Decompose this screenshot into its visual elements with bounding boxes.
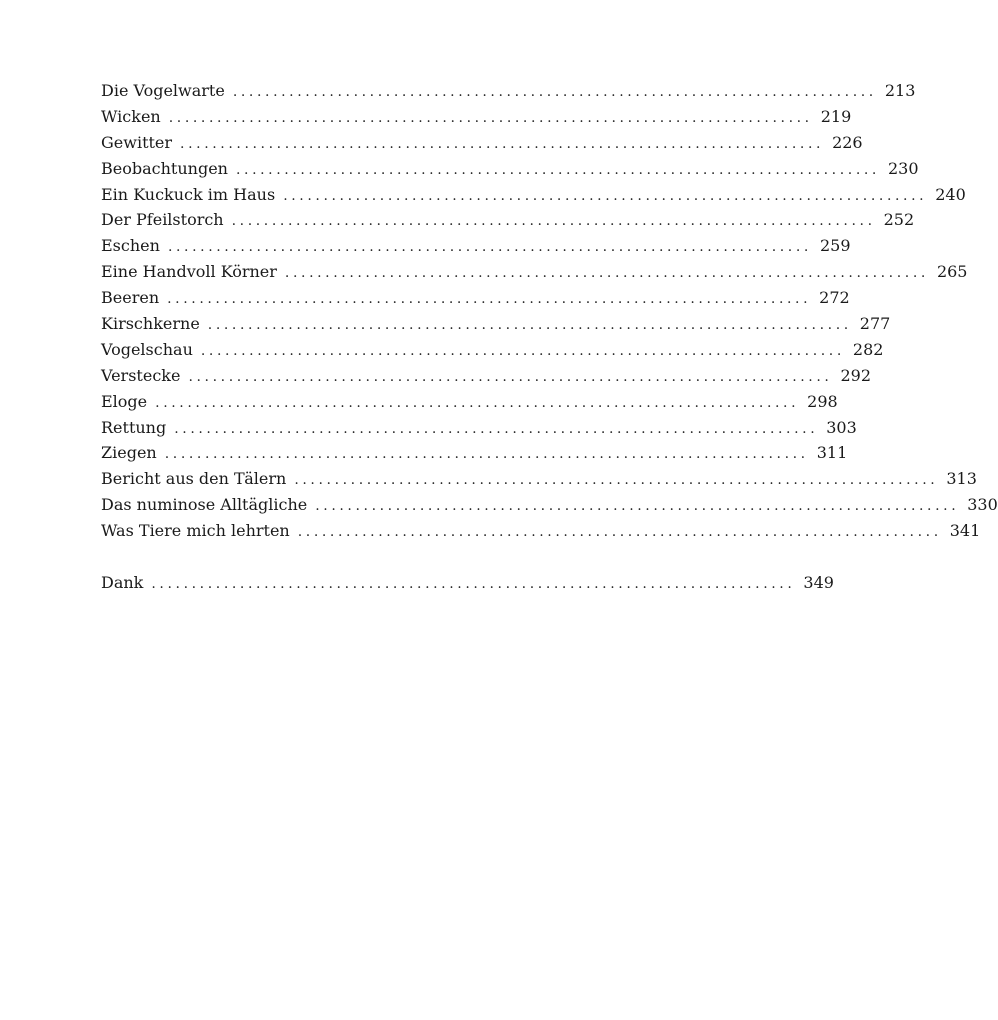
toc-entry-title: Vogelschau [101,339,193,359]
toc-entry-page: 313 [946,469,977,489]
toc-entry [101,311,891,337]
toc-entry [101,78,916,104]
toc-entry [101,182,966,208]
dot-leader: ................................................................................ [232,84,877,100]
toc-entry-page: 349 [803,573,834,593]
toc-entry-page: 219 [820,106,852,126]
dot-leader: ................................................................................ [180,135,825,152]
toc-entry-title: Kirschkerne [101,314,200,334]
toc-entry-page: 303 [826,417,857,437]
dot-leader: ................................................................................ [200,342,845,359]
toc-entry [101,415,857,441]
toc-entry-title: Eloge [101,391,148,411]
dot-leader: ................................................................................ [284,265,929,282]
dot-leader: ................................................................................ [188,368,833,385]
toc-entry-title: Ein Kuckuck im Haus [101,184,276,204]
toc-entry-page: 282 [852,339,884,359]
toc-entry [101,337,884,363]
dot-leader: ................................................................................ [231,213,876,230]
toc-entry-title: Eine Handvoll Körner [101,262,277,282]
toc-entry-page: 230 [887,158,919,178]
toc-entry-page: 298 [807,391,838,411]
dot-leader: ................................................................................ [294,472,939,489]
toc-entry-page: 311 [816,443,848,463]
toc-entry-page: 277 [859,314,891,334]
toc-entry [101,130,863,156]
dot-leader: ................................................................................ [283,187,928,204]
toc-appendix-list [101,570,834,596]
toc-entry-page: 240 [935,184,966,204]
toc-entry-page: 272 [819,288,850,308]
dot-leader: ................................................................................ [168,109,813,126]
dot-leader: ................................................................................ [167,291,812,308]
toc-entry [101,363,871,389]
toc-entry [101,518,981,544]
section-gap [101,544,547,570]
dot-leader: ................................................................................ [164,446,809,463]
toc-entry-title: Bericht aus den Tälern [101,469,287,489]
toc-entry-title: Gewitter [101,132,173,152]
toc-entry-page: 252 [883,210,915,230]
toc-entry-title: Das numinose Alltägliche [101,495,308,515]
toc-entry [101,389,838,415]
toc-entry-title: Rettung [101,417,167,437]
toc-entry-page: 213 [884,81,916,100]
toc-entry-title: Der Pfeilstorch [101,210,224,230]
dot-leader: ................................................................................ [315,498,960,515]
dot-leader: ................................................................................ [155,394,800,411]
toc-entry [101,570,834,596]
toc-entry [101,440,848,466]
toc-entry [101,207,915,233]
toc-entry [101,466,977,492]
toc-entry-title: Beobachtungen [101,158,228,178]
toc-entry-title: Verstecke [101,365,181,385]
dot-leader: ................................................................................ [297,524,942,541]
toc-entry-title: Eschen [101,236,160,256]
dot-leader: ................................................................................ [174,420,819,437]
toc-entry [101,104,852,130]
toc-entry-title: Ziegen [101,443,157,463]
toc-entry [101,285,850,311]
dot-leader: ................................................................................ [151,576,796,593]
toc-entry [101,156,919,182]
toc-entry [101,233,851,259]
toc-entry-title: Dank [101,573,144,593]
toc-entry-title: Was Tiere mich lehrten [101,521,290,541]
dot-leader: ................................................................................ [167,239,812,256]
toc-entry-title: Beeren [101,288,160,308]
toc-entry-title: Die Vogelwarte [101,81,225,100]
toc-entry-page: 265 [936,262,968,282]
dot-leader: ................................................................................ [207,317,852,334]
table-of-contents [101,78,998,596]
dot-leader: ................................................................................ [235,161,880,178]
toc-main-list [101,78,998,544]
toc-entry-page: 226 [832,132,863,152]
toc-entry-page: 259 [819,236,851,256]
toc-entry-title: Wicken [101,106,161,126]
toc-entry-page: 330 [967,495,998,515]
toc-entry-page: 341 [949,521,981,541]
toc-entry-page: 292 [840,365,871,385]
toc-entry [101,259,968,285]
toc-entry [101,492,998,518]
